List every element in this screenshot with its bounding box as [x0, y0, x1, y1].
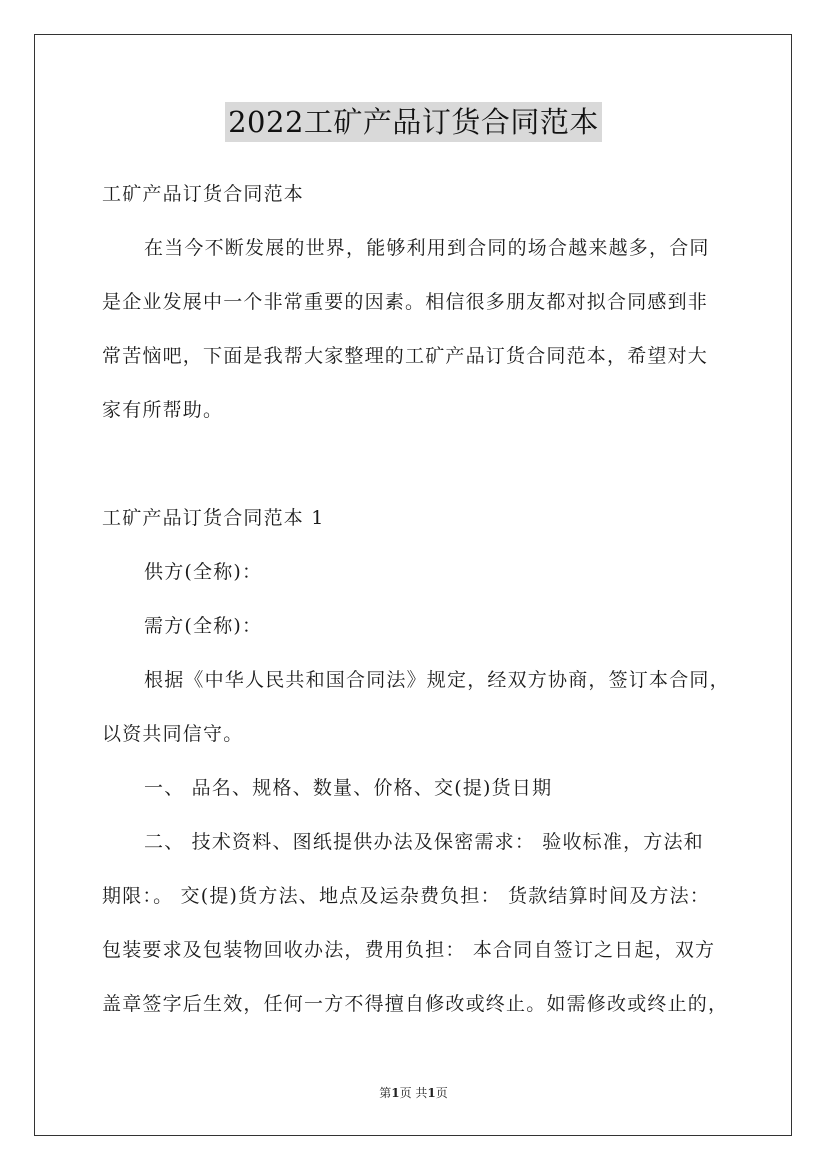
- page-current: 1: [391, 1086, 400, 1100]
- intro-line-1: 在当今不断发展的世界，能够利用到合同的场合越来越多，合同: [144, 237, 710, 259]
- clause-two-line-2: 期限：。 交(提)货方法、地点及运杂费负担： 货款结算时间及方法：: [102, 885, 711, 907]
- preamble-line-2: 以资共同信守。: [102, 723, 244, 745]
- title-container: [0, 102, 827, 142]
- intro-line-2: 是企业发展中一个非常重要的因素。相信很多朋友都对拟合同感到非: [102, 291, 709, 313]
- page-prefix: 第: [379, 1086, 392, 1100]
- clause-two-line-1: 二、 技术资料、图纸提供办法及保密需求： 验收标准，方法和: [144, 831, 704, 853]
- section-heading: 工矿产品订货合同范本 1: [102, 507, 325, 529]
- page-total: 1: [427, 1086, 436, 1100]
- intro-line-4: 家有所帮助。: [102, 399, 224, 421]
- clause-two-line-4: 盖章签字后生效，任何一方不得擅自修改或终止。如需修改或终止的，: [102, 993, 729, 1015]
- buyer-field: 需方(全称)：: [144, 615, 263, 637]
- document-subtitle: 工矿产品订货合同范本: [102, 183, 305, 205]
- supplier-field: 供方(全称)：: [144, 561, 263, 583]
- preamble-line-1: 根据《中华人民共和国合同法》规定，经双方协商，签订本合同，: [144, 669, 730, 691]
- clause-two-line-3: 包装要求及包装物回收办法，费用负担： 本合同自签订之日起，双方: [102, 939, 716, 961]
- page-suffix: 页: [435, 1086, 448, 1100]
- intro-line-3: 常苦恼吧，下面是我帮大家整理的工矿产品订货合同范本，希望对大: [102, 345, 709, 367]
- document-title: 2022工矿产品订货合同范本: [225, 102, 602, 142]
- page-footer: [0, 1085, 827, 1101]
- page-middle: 页 共: [399, 1086, 428, 1100]
- clause-one: 一、 品名、规格、数量、价格、交(提)货日期: [144, 777, 553, 799]
